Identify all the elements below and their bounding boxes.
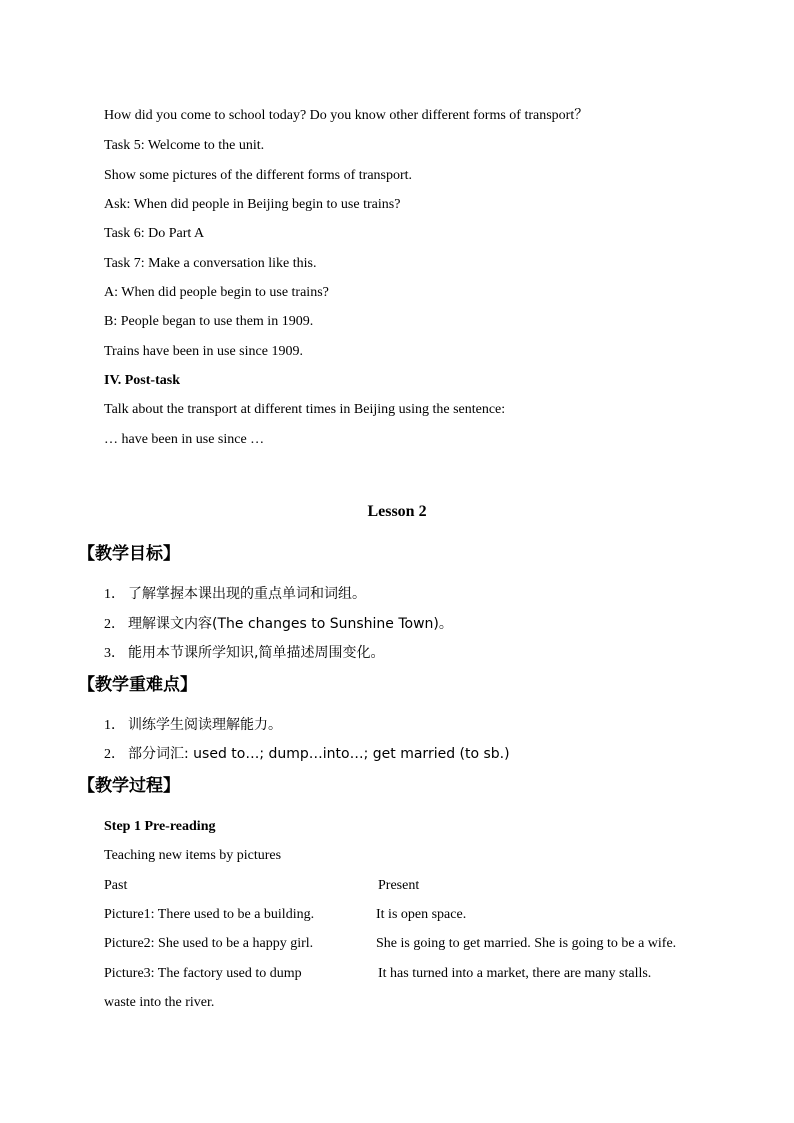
objective-item (104, 615, 453, 634)
objectives-heading: 【教学目标】 (78, 544, 180, 564)
intro-line: Ask: When did people in Beijing begin to use trains? (104, 197, 401, 212)
intro-line: Trains have been in use since 1909. (104, 344, 303, 359)
item-text: 了解掌握本课出现的重点单词和词组。 (128, 586, 366, 602)
picture-past-continuation: waste into the river. (104, 995, 215, 1010)
item-text: 能用本节课所学知识,简单描述周围变化。 (128, 645, 385, 661)
item-number: 1． (104, 718, 125, 733)
step-heading: Step 1 Pre-reading (104, 819, 216, 834)
column-past-label: Past (104, 878, 128, 893)
post-task-line: … have been in use since … (104, 432, 265, 447)
key-point-item (104, 716, 282, 735)
intro-line: A: When did people begin to use trains? (104, 285, 329, 300)
intro-line: Task 7: Make a conversation like this. (104, 256, 317, 271)
item-number: 2． (104, 617, 125, 632)
item-number: 1． (104, 587, 125, 602)
item-text: 部分词汇: used to…; dump…into…; get married (to sb.) (128, 746, 510, 762)
key-point-item (104, 745, 510, 764)
item-text: 训练学生阅读理解能力。 (128, 717, 282, 733)
picture-past: Picture1: There used to be a building. (104, 907, 315, 922)
item-text: 理解课文内容(The changes to Sunshine Town)。 (128, 616, 453, 632)
intro-line: How did you come to school today? Do you know other different forms of transport？ (104, 108, 589, 123)
picture-past: Picture2: She used to be a happy girl. (104, 936, 314, 951)
post-task-line: Talk about the transport at different times in Beijing using the sentence: (104, 402, 506, 417)
picture-present: It has turned into a market, there are many stalls. (378, 966, 652, 981)
intro-line: Task 5: Welcome to the unit. (104, 138, 265, 153)
item-number: 2． (104, 747, 125, 762)
column-present-label: Present (378, 878, 420, 893)
post-task-heading: IV. Post-task (104, 373, 180, 388)
objective-item (104, 644, 384, 663)
key-points-heading: 【教学重难点】 (78, 675, 197, 695)
intro-line: B: People began to use them in 1909. (104, 314, 314, 329)
teaching-line: Teaching new items by pictures (104, 848, 282, 863)
picture-present: She is going to get married. She is going to be a wife. (376, 936, 677, 951)
item-number: 3． (104, 646, 125, 661)
picture-past: Picture3: The factory used to dump (104, 966, 302, 981)
picture-present: It is open space. (376, 907, 467, 922)
intro-line: Show some pictures of the different forms of transport. (104, 168, 413, 183)
process-heading: 【教学过程】 (78, 776, 180, 796)
objective-item (104, 585, 366, 604)
intro-line: Task 6: Do Part A (104, 226, 205, 241)
lesson-title: Lesson 2 (367, 503, 427, 520)
